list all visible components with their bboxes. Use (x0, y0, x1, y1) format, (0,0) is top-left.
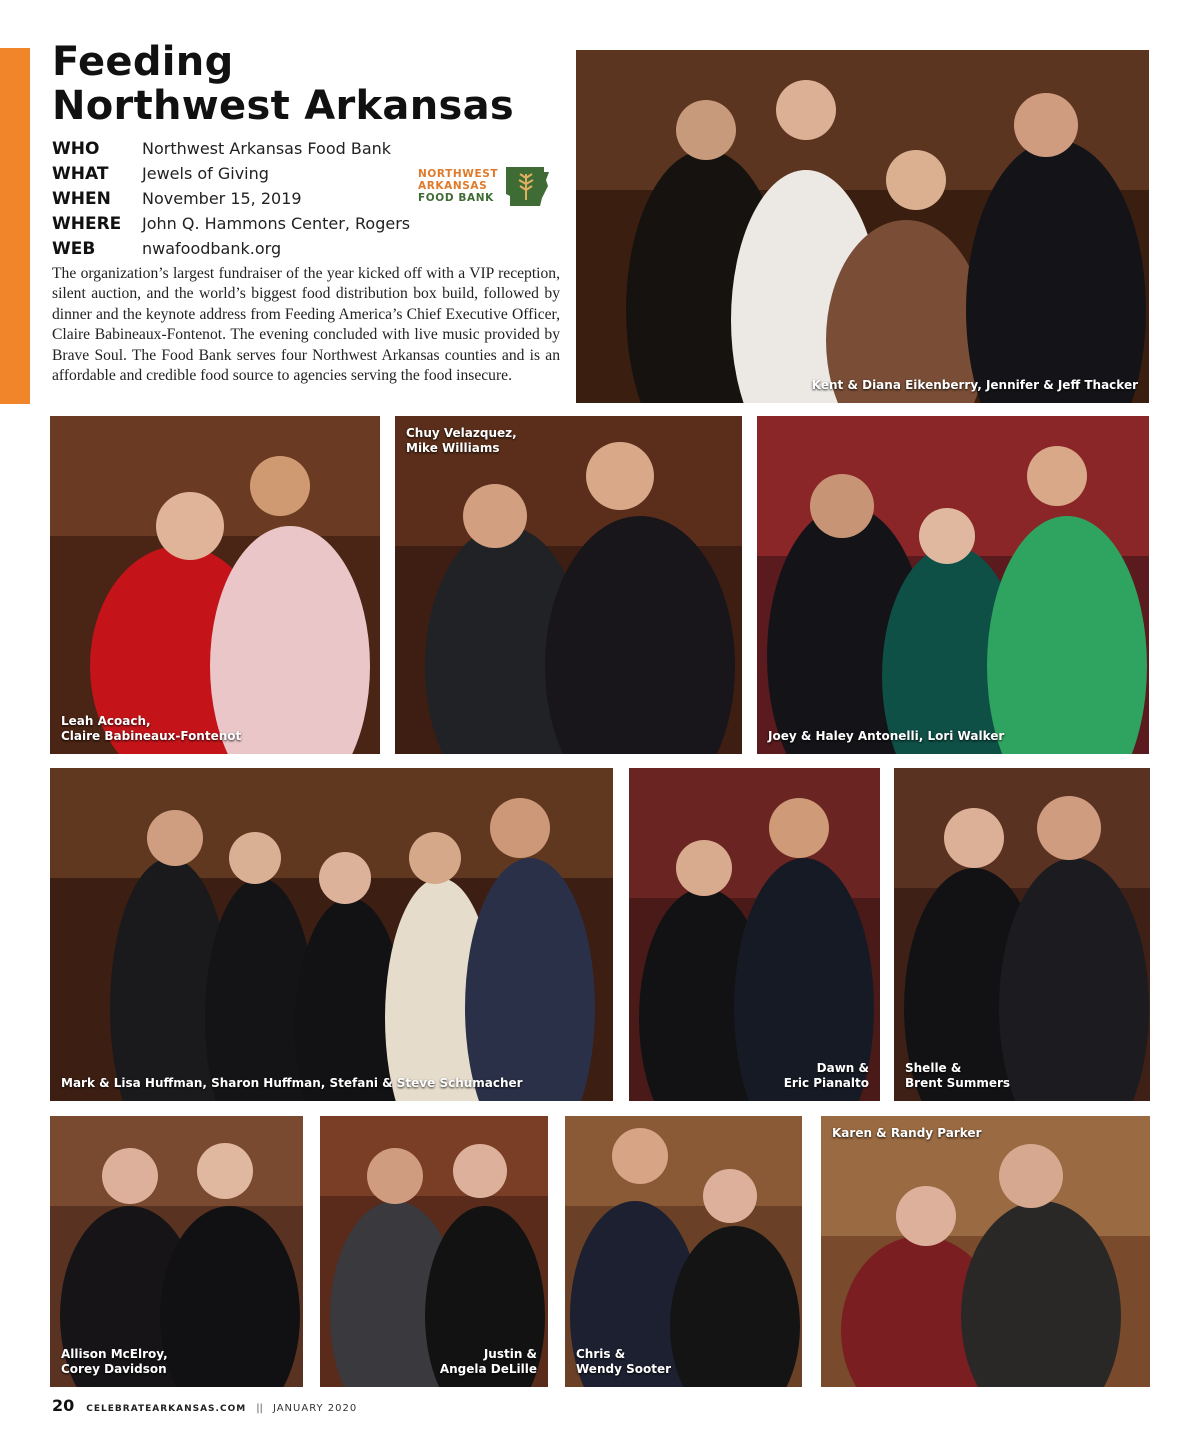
photo-huffman-schumacher (50, 768, 613, 1101)
photo-caption: Joey & Haley Antonelli, Lori Walker (768, 729, 1005, 743)
fact-label: WHAT (52, 163, 109, 184)
fact-label: WHEN (52, 188, 111, 209)
photo-mcelroy-davidson (50, 1116, 303, 1387)
arkansas-state-icon (504, 164, 550, 208)
photo-scene (821, 1116, 1150, 1387)
food-bank-logo (416, 162, 556, 210)
fact-when (52, 186, 410, 211)
photo-antonelli-walker (757, 416, 1149, 754)
photo-pianalto (629, 768, 880, 1101)
photo-scene (629, 768, 880, 1101)
fact-where (52, 211, 410, 236)
title-line-1: Feeding (52, 39, 234, 85)
logo-line-1: NORTHWEST (418, 168, 499, 180)
event-facts (52, 136, 410, 261)
photo-caption: Allison McElroy, Corey Davidson (61, 1347, 168, 1376)
fact-web (52, 236, 410, 261)
logo-wordmark (418, 168, 498, 204)
photo-caption: Justin & Angela DeLille (439, 1347, 537, 1376)
fact-value: November 15, 2019 (142, 189, 302, 208)
photo-scene (576, 50, 1149, 403)
photo-caption: Karen & Randy Parker (832, 1126, 982, 1140)
photo-caption: Leah Acoach, Claire Babineaux-Fontenot (61, 714, 242, 743)
photo-summers (894, 768, 1150, 1101)
page-footer (52, 1396, 357, 1415)
photo-acoach-babineaux (50, 416, 380, 754)
fact-value: Northwest Arkansas Food Bank (142, 139, 392, 158)
page-number: 20 (52, 1396, 75, 1415)
issue-date: JANUARY 2020 (272, 1403, 358, 1414)
accent-bar (0, 48, 30, 404)
fact-value: John Q. Hammons Center, Rogers (142, 214, 411, 233)
fact-label: WHO (52, 138, 100, 159)
article-title (52, 40, 514, 128)
photo-sooter (565, 1116, 802, 1387)
photo-parker (821, 1116, 1150, 1387)
footer-site-link[interactable]: CELEBRATEARKANSAS.COM (86, 1404, 247, 1414)
photo-caption: Dawn & Eric Pianalto (783, 1061, 869, 1090)
title-line-2: Northwest Arkansas (52, 83, 514, 129)
photo-scene (395, 416, 742, 754)
footer-separator: || (256, 1403, 263, 1414)
photo-caption: Kent & Diana Eikenberry, Jennifer & Jeff Thacker (811, 378, 1138, 392)
article-body: The organization’s largest fundraiser of the year kicked off with a VIP reception, silent auction, and the world’s biggest food distribution box build, followed by dinner and the keynote address from Feeding America’s Chief Executive Officer, Claire Babineaux-Fontenot. The evening concluded with live music provided by Brave Soul. The Food Bank serves four Northwest Arkansas counties and is an affordable and credible food source to agencies serving the food insecure. (52, 265, 560, 385)
photo-delille (320, 1116, 548, 1387)
fact-value: Jewels of Giving (142, 164, 269, 183)
photo-scene (50, 416, 380, 754)
photo-caption: Shelle & Brent Summers (905, 1061, 1011, 1090)
logo-line-3: FOOD BANK (418, 192, 494, 204)
fact-label: WHERE (52, 213, 122, 234)
fact-what (52, 161, 410, 186)
photo-eikenberry-thacker (576, 50, 1149, 403)
photo-scene (50, 768, 613, 1101)
photo-caption: Mark & Lisa Huffman, Sharon Huffman, Stefani & Steve Schumacher (61, 1076, 523, 1090)
photo-caption: Chuy Velazquez, Mike Williams (406, 426, 517, 455)
photo-scene (894, 768, 1150, 1101)
photo-caption: Chris & Wendy Sooter (576, 1347, 672, 1376)
logo-line-2: ARKANSAS (418, 180, 488, 192)
photo-velazquez-williams (395, 416, 742, 754)
fact-label: WEB (52, 238, 96, 259)
fact-who (52, 136, 410, 161)
fact-web-link[interactable]: nwafoodbank.org (142, 239, 282, 258)
photo-scene (757, 416, 1149, 754)
